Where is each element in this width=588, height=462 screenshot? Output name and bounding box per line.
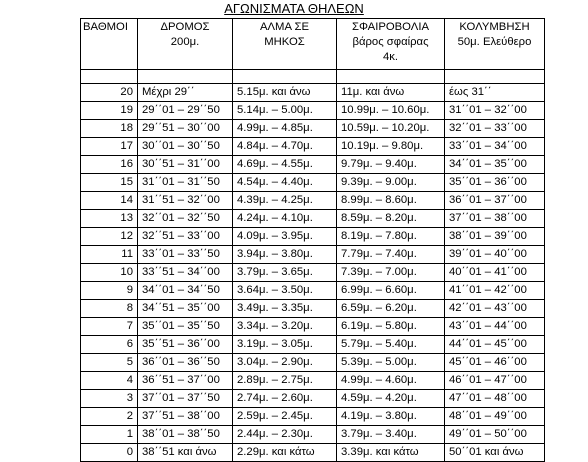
shot-cell: 10.99μ. – 10.60μ. <box>337 102 445 120</box>
run-cell: 36΄΄01 – 36΄΄50 <box>138 354 233 372</box>
points-cell: 7 <box>81 318 138 336</box>
table-row <box>81 120 545 138</box>
jump-cell: 4.84μ. – 4.70μ. <box>233 138 337 156</box>
header-shot <box>337 19 445 70</box>
table-row <box>81 426 545 444</box>
jump-cell: 5.14μ. – 5.00μ. <box>233 102 337 120</box>
run-cell: 35΄΄51 – 36΄΄00 <box>138 336 233 354</box>
points-cell: 0 <box>81 444 138 462</box>
points-cell: 12 <box>81 228 138 246</box>
points-cell: 18 <box>81 120 138 138</box>
shot-cell: 5.39μ. – 5.00μ. <box>337 354 445 372</box>
points-cell: 2 <box>81 408 138 426</box>
table-row <box>81 372 545 390</box>
swim-cell: 46΄΄01 – 47΄΄00 <box>445 372 545 390</box>
table-row <box>81 444 545 462</box>
jump-cell: 4.24μ. – 4.10μ. <box>233 210 337 228</box>
table-row <box>81 390 545 408</box>
swim-cell: 49΄΄01 – 50΄΄00 <box>445 426 545 444</box>
shot-cell: 6.99μ. – 6.60μ. <box>337 282 445 300</box>
swim-cell: 41΄΄01 – 42΄΄00 <box>445 282 545 300</box>
jump-cell: 4.09μ. – 3.95μ. <box>233 228 337 246</box>
header-run <box>138 19 233 70</box>
jump-cell: 3.04μ. – 2.90μ. <box>233 354 337 372</box>
run-cell: 30΄΄51 – 31΄΄00 <box>138 156 233 174</box>
jump-cell: 4.54μ. – 4.40μ. <box>233 174 337 192</box>
run-cell: 32΄΄51 – 33΄΄00 <box>138 228 233 246</box>
points-cell: 20 <box>81 84 138 102</box>
shot-cell: 4.99μ. – 4.60μ. <box>337 372 445 390</box>
points-cell: 4 <box>81 372 138 390</box>
run-cell: 33΄΄01 – 33΄΄50 <box>138 246 233 264</box>
points-cell: 13 <box>81 210 138 228</box>
shot-cell: 7.39μ. – 7.00μ. <box>337 264 445 282</box>
table-row <box>81 246 545 264</box>
swim-cell: 40΄΄01 – 41΄΄00 <box>445 264 545 282</box>
table-row <box>81 228 545 246</box>
table-row <box>81 102 545 120</box>
run-cell: 38΄΄51 και άνω <box>138 444 233 462</box>
points-cell: 5 <box>81 354 138 372</box>
points-cell: 1 <box>81 426 138 444</box>
swim-cell: 39΄΄01 – 40΄΄00 <box>445 246 545 264</box>
run-cell: 37΄΄01 – 37΄΄50 <box>138 390 233 408</box>
run-cell: 36΄΄51 – 37΄΄00 <box>138 372 233 390</box>
table-row <box>81 84 545 102</box>
jump-cell: 4.69μ. – 4.55μ. <box>233 156 337 174</box>
header-run-line-1: ΔΡΟΜΟΣ <box>160 21 210 33</box>
run-cell: 34΄΄01 – 34΄΄50 <box>138 282 233 300</box>
run-cell: 30΄΄01 – 30΄΄50 <box>138 138 233 156</box>
jump-cell: 2.29μ. και κάτω <box>233 444 337 462</box>
run-cell: 31΄΄51 – 32΄΄00 <box>138 192 233 210</box>
header-points <box>81 19 138 70</box>
shot-cell: 4.59μ. – 4.20μ. <box>337 390 445 408</box>
run-cell: 38΄΄01 – 38΄΄50 <box>138 426 233 444</box>
swim-cell: 31΄΄01 – 32΄΄00 <box>445 102 545 120</box>
spacer-row <box>81 70 545 84</box>
jump-cell: 3.64μ. – 3.50μ. <box>233 282 337 300</box>
header-jump <box>233 19 337 70</box>
jump-cell: 4.39μ. – 4.25μ. <box>233 192 337 210</box>
spacer-cell <box>233 70 337 84</box>
table-row <box>81 318 545 336</box>
swim-cell: 44΄΄01 – 45΄΄00 <box>445 336 545 354</box>
jump-cell: 3.49μ. – 3.35μ. <box>233 300 337 318</box>
header-swim <box>445 19 545 70</box>
table-row <box>81 282 545 300</box>
shot-cell: 7.79μ. – 7.40μ. <box>337 246 445 264</box>
shot-cell: 9.39μ. – 9.00μ. <box>337 174 445 192</box>
shot-cell: 6.59μ. – 6.20μ. <box>337 300 445 318</box>
run-cell: 29΄΄51 – 30΄΄00 <box>138 120 233 138</box>
run-cell: 29΄΄01 – 29΄΄50 <box>138 102 233 120</box>
header-swim-line-1: ΚΟΛΥΜΒΗΣΗ <box>459 21 530 33</box>
swim-cell: έως 31΄΄ <box>445 84 545 102</box>
page-title: ΑΓΩΝΙΣΜΑΤΑ ΘΗΛΕΩΝ <box>224 1 364 16</box>
jump-cell: 5.15μ. και άνω <box>233 84 337 102</box>
run-cell: 34΄΄51 – 35΄΄00 <box>138 300 233 318</box>
jump-cell: 2.89μ. – 2.75μ. <box>233 372 337 390</box>
header-jump-line-2: ΜΗΚΟΣ <box>264 36 305 48</box>
jump-cell: 4.99μ. – 4.85μ. <box>233 120 337 138</box>
shot-cell: 8.59μ. – 8.20μ. <box>337 210 445 228</box>
spacer-cell <box>445 70 545 84</box>
jump-cell: 3.79μ. – 3.65μ. <box>233 264 337 282</box>
swim-cell: 42΄΄01 – 43΄΄00 <box>445 300 545 318</box>
run-cell: 33΄΄51 – 34΄΄00 <box>138 264 233 282</box>
shot-cell: 5.79μ. – 5.40μ. <box>337 336 445 354</box>
swim-cell: 36΄΄01 – 37΄΄00 <box>445 192 545 210</box>
header-row <box>81 19 545 70</box>
jump-cell: 2.44μ. – 2.30μ. <box>233 426 337 444</box>
swim-cell: 35΄΄01 – 36΄΄00 <box>445 174 545 192</box>
spacer-cell <box>337 70 445 84</box>
points-cell: 19 <box>81 102 138 120</box>
points-cell: 15 <box>81 174 138 192</box>
points-cell: 10 <box>81 264 138 282</box>
table-row <box>81 408 545 426</box>
table-row <box>81 264 545 282</box>
swim-cell: 38΄΄01 – 39΄΄00 <box>445 228 545 246</box>
run-cell: Μέχρι 29΄΄ <box>138 84 233 102</box>
table-row <box>81 300 545 318</box>
table-row <box>81 156 545 174</box>
table-row <box>81 354 545 372</box>
shot-cell: 10.19μ. – 9.80μ. <box>337 138 445 156</box>
table-row <box>81 210 545 228</box>
swim-cell: 50΄΄01 και άνω <box>445 444 545 462</box>
header-shot-line-3: 4κ. <box>382 51 399 63</box>
points-cell: 11 <box>81 246 138 264</box>
shot-cell: 6.19μ. – 5.80μ. <box>337 318 445 336</box>
table-row <box>81 192 545 210</box>
shot-cell: 3.39μ. και κάτω <box>337 444 445 462</box>
points-cell: 17 <box>81 138 138 156</box>
shot-cell: 8.99μ. – 8.60μ. <box>337 192 445 210</box>
jump-cell: 2.74μ. – 2.60μ. <box>233 390 337 408</box>
jump-cell: 3.94μ. – 3.80μ. <box>233 246 337 264</box>
header-points-label: ΒΑΘΜΟΙ <box>83 21 128 33</box>
swim-cell: 33΄΄01 – 34΄΄00 <box>445 138 545 156</box>
header-jump-line-1: ΑΛΜΑ ΣΕ <box>259 21 310 33</box>
swim-cell: 47΄΄01 – 48΄΄00 <box>445 390 545 408</box>
header-run-line-2: 200μ. <box>170 36 200 48</box>
jump-cell: 3.19μ. – 3.05μ. <box>233 336 337 354</box>
header-shot-line-1: ΣΦΑΙΡΟΒΟΛΙΑ <box>351 21 429 33</box>
shot-cell: 9.79μ. – 9.40μ. <box>337 156 445 174</box>
points-cell: 14 <box>81 192 138 210</box>
header-swim-line-2: 50μ. Ελεύθερο <box>457 36 532 48</box>
run-cell: 35΄΄01 – 35΄΄50 <box>138 318 233 336</box>
table-row <box>81 336 545 354</box>
scoring-table <box>80 18 545 462</box>
shot-cell: 10.59μ. – 10.20μ. <box>337 120 445 138</box>
run-cell: 31΄΄01 – 31΄΄50 <box>138 174 233 192</box>
swim-cell: 43΄΄01 – 44΄΄00 <box>445 318 545 336</box>
table-row <box>81 138 545 156</box>
run-cell: 37΄΄51 – 38΄΄00 <box>138 408 233 426</box>
jump-cell: 3.34μ. – 3.20μ. <box>233 318 337 336</box>
swim-cell: 48΄΄01 – 49΄΄00 <box>445 408 545 426</box>
spacer-cell <box>81 70 138 84</box>
swim-cell: 37΄΄01 – 38΄΄00 <box>445 210 545 228</box>
spacer-cell <box>138 70 233 84</box>
points-cell: 3 <box>81 390 138 408</box>
shot-cell: 4.19μ. – 3.80μ. <box>337 408 445 426</box>
points-cell: 8 <box>81 300 138 318</box>
shot-cell: 8.19μ. – 7.80μ. <box>337 228 445 246</box>
points-cell: 9 <box>81 282 138 300</box>
header-shot-line-2: βάρος σφαίρας <box>352 36 429 48</box>
jump-cell: 2.59μ. – 2.45μ. <box>233 408 337 426</box>
swim-cell: 45΄΄01 – 46΄΄00 <box>445 354 545 372</box>
swim-cell: 32΄΄01 – 33΄΄00 <box>445 120 545 138</box>
shot-cell: 11μ. και άνω <box>337 84 445 102</box>
shot-cell: 3.79μ. – 3.40μ. <box>337 426 445 444</box>
points-cell: 6 <box>81 336 138 354</box>
points-cell: 16 <box>81 156 138 174</box>
table-row <box>81 174 545 192</box>
run-cell: 32΄΄01 – 32΄΄50 <box>138 210 233 228</box>
swim-cell: 34΄΄01 – 35΄΄00 <box>445 156 545 174</box>
